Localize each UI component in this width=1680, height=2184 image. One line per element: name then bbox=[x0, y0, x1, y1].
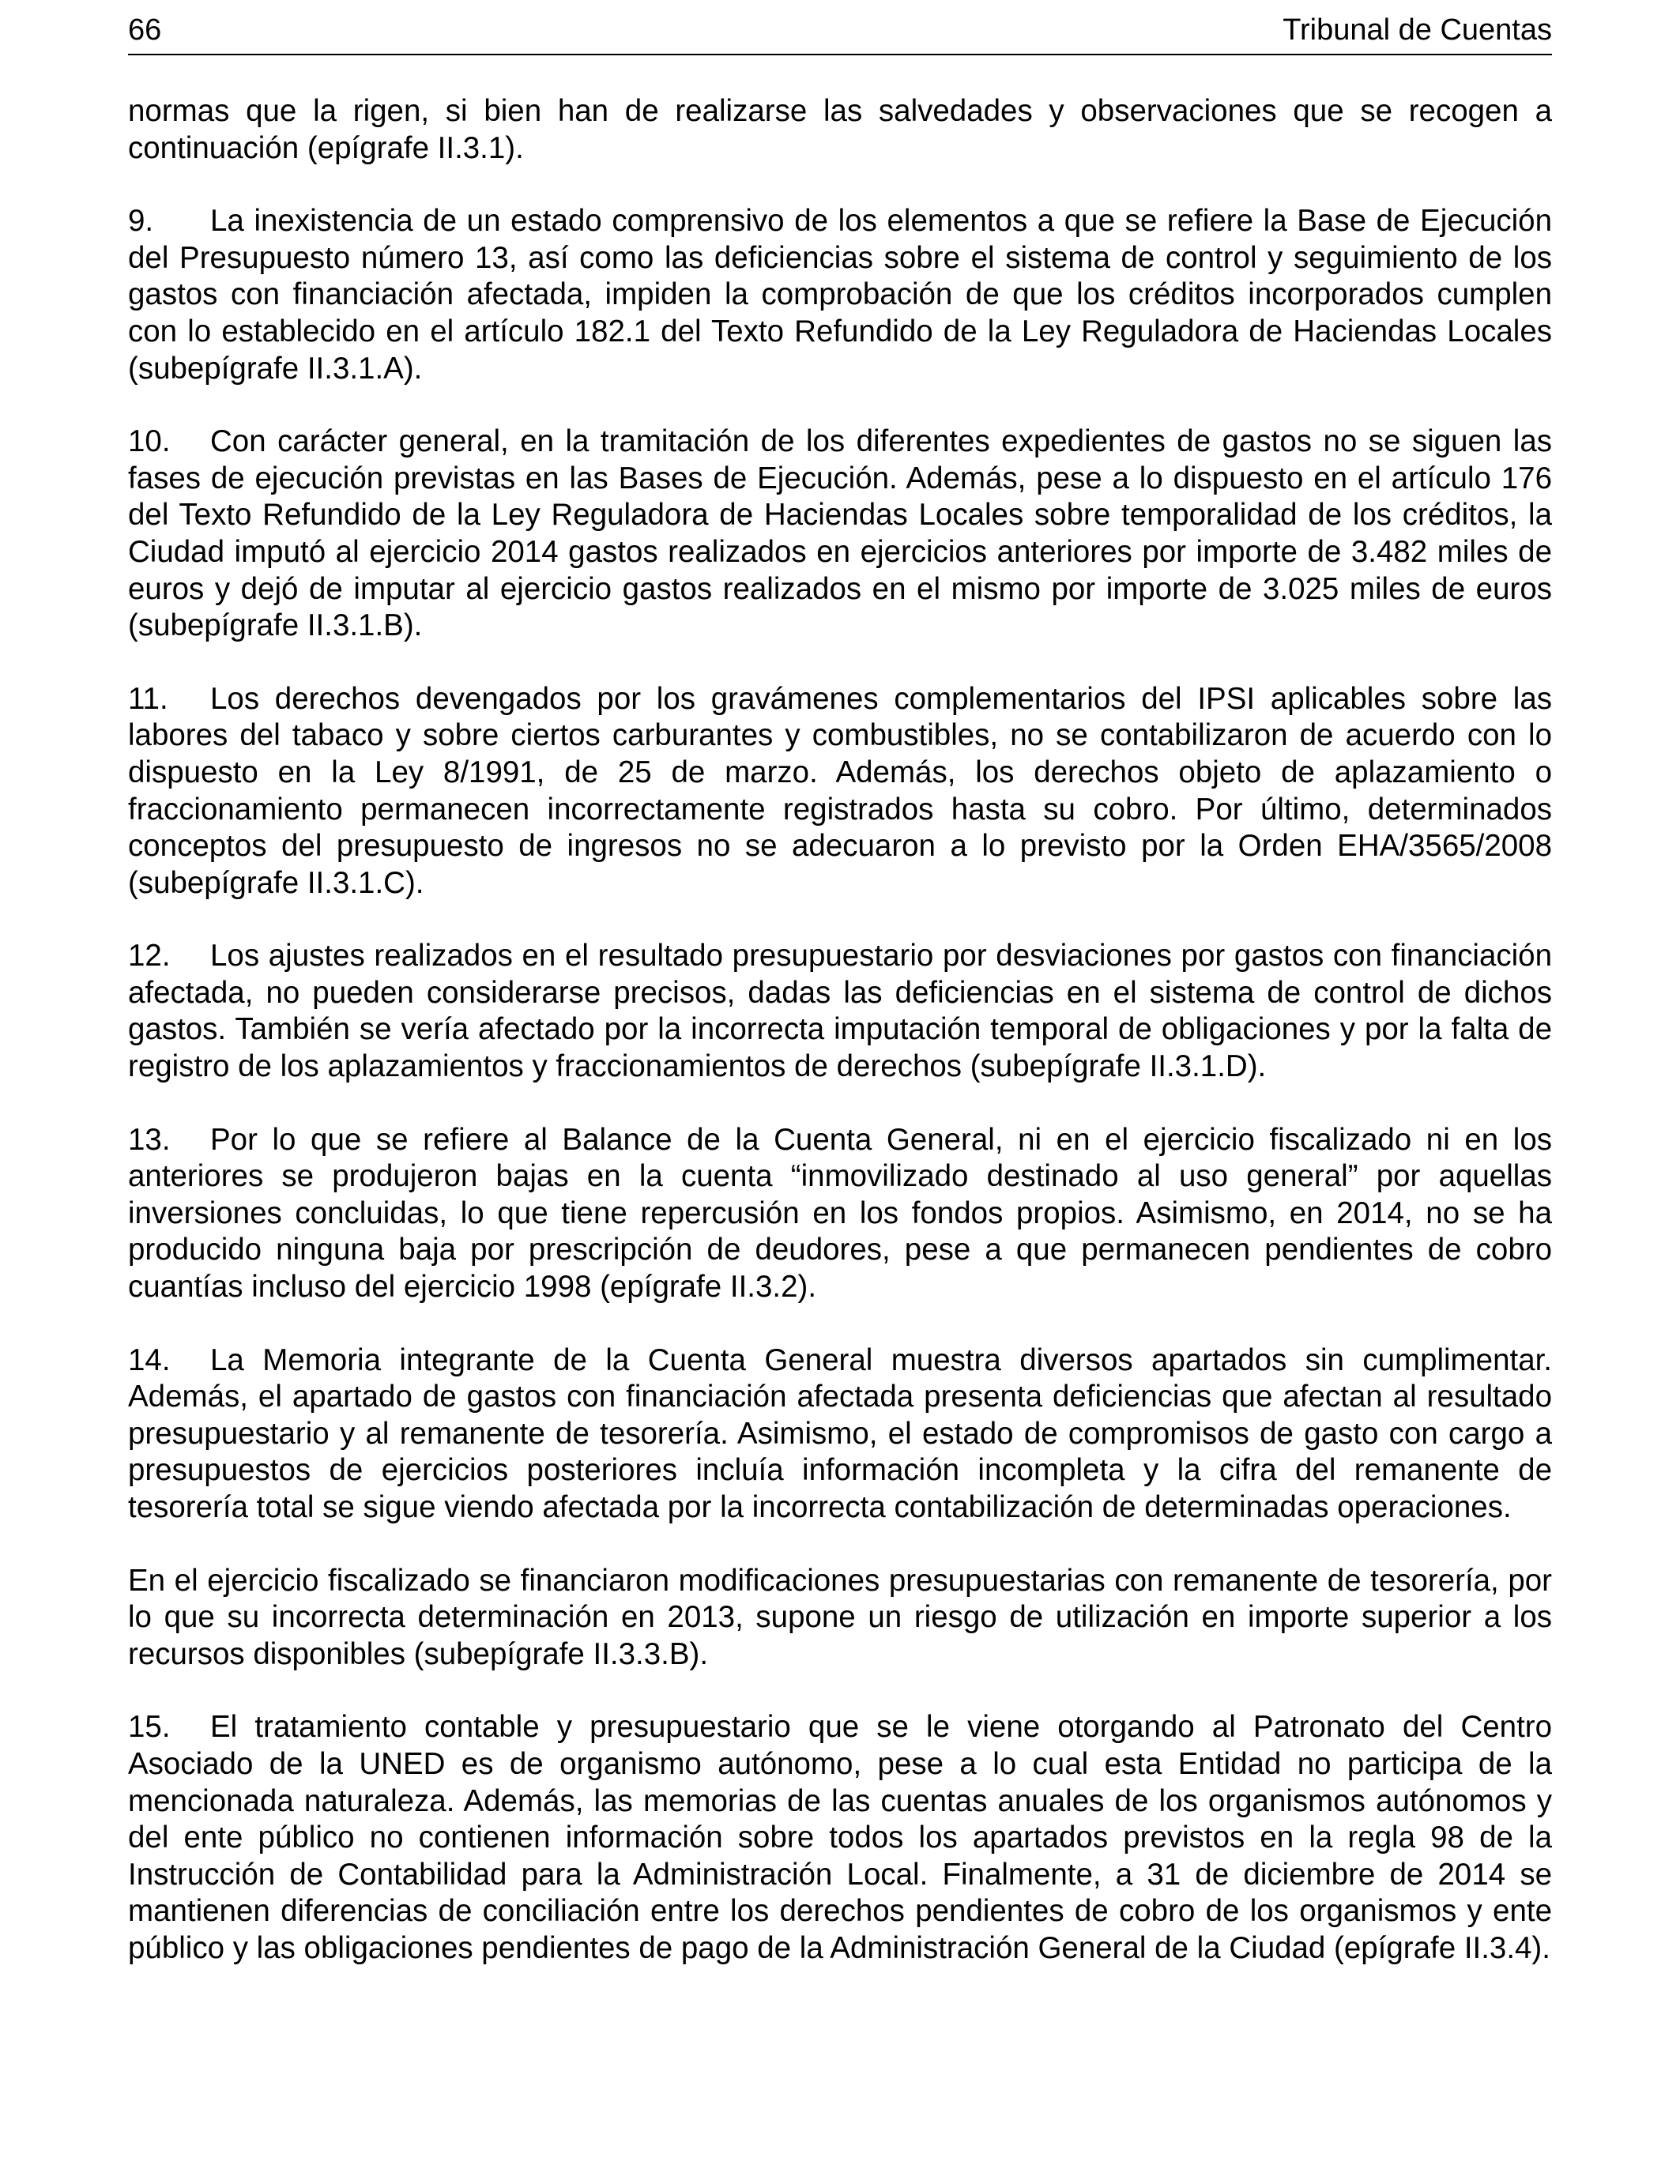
paragraph-10 bbox=[128, 424, 1552, 645]
running-title: Tribunal de Cuentas bbox=[1283, 13, 1552, 47]
paragraph-9 bbox=[128, 203, 1552, 387]
paragraph-text: La Memoria integrante de la Cuenta General muestra diversos apartados sin cumplimentar. Además, el apartado de gastos con financiación afectada presenta deficiencias que afectan al resultado presupuestario y al remanente de tesorería. Asimismo, el estado de compromisos de gasto con cargo a presupuestos de ejercicios posteriores incluía información incompleta y la cifra del remanente de tesorería total se sigue viendo afectada por la incorrecta contabilización de determinadas operaciones. bbox=[128, 1342, 1552, 1524]
paragraph-number: 12. bbox=[128, 939, 171, 973]
paragraph-number: 9. bbox=[128, 204, 154, 239]
paragraph-number: 14. bbox=[128, 1342, 171, 1377]
page-header bbox=[128, 8, 1552, 55]
paragraph-number: 13. bbox=[128, 1122, 171, 1157]
paragraph-number: 11. bbox=[128, 681, 168, 716]
paragraph-11 bbox=[128, 681, 1552, 902]
page-number: 66 bbox=[128, 13, 162, 47]
paragraph-text: Con carácter general, en la tramitación de los diferentes expedientes de gastos no se siguen las fases de ejecución previstas en las Bases de Ejecución. Además, pese a lo dispuesto en el artículo 176 del Texto Refundido de la Ley Reguladora de Haciendas Locales sobre temporalidad de los créditos, la Ciudad imputó al ejercicio 2014 gastos realizados en ejercicios anteriores por importe de 3.482 miles de euros y dejó de imputar al ejercicio gastos realizados en el mismo por importe de 3.025 miles de euros (subepígrafe II.3.1.B). bbox=[128, 424, 1552, 643]
paragraph-continuation bbox=[128, 93, 1552, 167]
paragraph-text: Los ajustes realizados en el resultado presupuestario por desviaciones por gastos con financiación afectada, no pueden considerarse precisos, dadas las deficiencias en el sistema de control de dichos gastos. También se vería afectado por la incorrecta imputación temporal de obligaciones y por la falta de registro de los aplazamientos y fraccionamientos de derechos (subepígrafe II.3.1.D). bbox=[128, 939, 1552, 1084]
paragraph-14-continuation bbox=[128, 1563, 1552, 1674]
paragraph-13 bbox=[128, 1122, 1552, 1306]
paragraph-14 bbox=[128, 1342, 1552, 1527]
paragraph-text: La inexistencia de un estado comprensivo de los elementos a que se refiere la Base de Ejecución del Presupuesto número 13, así como las deficiencias sobre el sistema de control y seguimiento de los gastos con financiación afectada, impiden la comprobación de que los créditos incorporados cumplen con lo establecido en el artículo 182.1 del Texto Refundido de la Ley Reguladora de Haciendas Locales (subepígrafe II.3.1.A). bbox=[128, 204, 1552, 386]
paragraph-text: En el ejercicio fiscalizado se financiaron modificaciones presupuestarias con remanente de tesorería, por lo que su incorrecta determinación en 2013, supone un riesgo de utilización en importe superior a los recursos disponibles (subepígrafe II.3.3.B). bbox=[128, 1563, 1552, 1671]
body-text bbox=[128, 93, 1552, 2004]
paragraph-number: 10. bbox=[128, 424, 171, 459]
paragraph-text: Por lo que se refiere al Balance de la Cuenta General, ni en el ejercicio fiscalizado ni en los anteriores se produjeron bajas en la cuenta “inmovilizado destinado al uso general” por aquellas inversiones concluidas, lo que tiene repercusión en los fondos propios. Asimismo, en 2014, no se ha producido ninguna baja por prescripción de deudores, pese a que permanecen pendientes de cobro cuantías incluso del ejercicio 1998 (epígrafe II.3.2). bbox=[128, 1122, 1552, 1305]
paragraph-text: El tratamiento contable y presupuestario que se le viene otorgando al Patronato del Centro Asociado de la UNED es de organismo autónomo, pese a lo cual esta Entidad no participa de la mencionada naturaleza. Además, las memorias de las cuentas anuales de los organismos autónomos y del ente público no contienen información sobre todos los apartados previstos en la regla 98 de la Instrucción de Contabilidad para la Administración Local. Finalmente, a 31 de diciembre de 2014 se mantienen diferencias de conciliación entre los derechos pendientes de cobro de los organismos y ente público y las obligaciones pendientes de pago de la Administración General de la Ciudad (epígrafe II.3.4). bbox=[128, 1710, 1552, 1965]
paragraph-number: 15. bbox=[128, 1710, 171, 1745]
paragraph-text: Los derechos devengados por los gravámenes complementarios del IPSI aplicables sobre las labores del tabaco y sobre ciertos carburantes y combustibles, no se contabilizaron de acuerdo con lo dispuesto en la Ley 8/1991, de 25 de marzo. Además, los derechos objeto de aplazamiento o fraccionamiento permanecen incorrectamente registrados hasta su cobro. Por último, determinados conceptos del presupuesto de ingresos no se adecuaron a lo previsto por la Orden EHA/3565/2008 (subepígrafe II.3.1.C). bbox=[128, 681, 1552, 900]
paragraph-text: normas que la rigen, si bien han de realizarse las salvedades y observaciones que se recogen a continuación (epígrafe II.3.1). bbox=[128, 94, 1552, 165]
paragraph-15 bbox=[128, 1709, 1552, 1967]
paragraph-12 bbox=[128, 938, 1552, 1085]
